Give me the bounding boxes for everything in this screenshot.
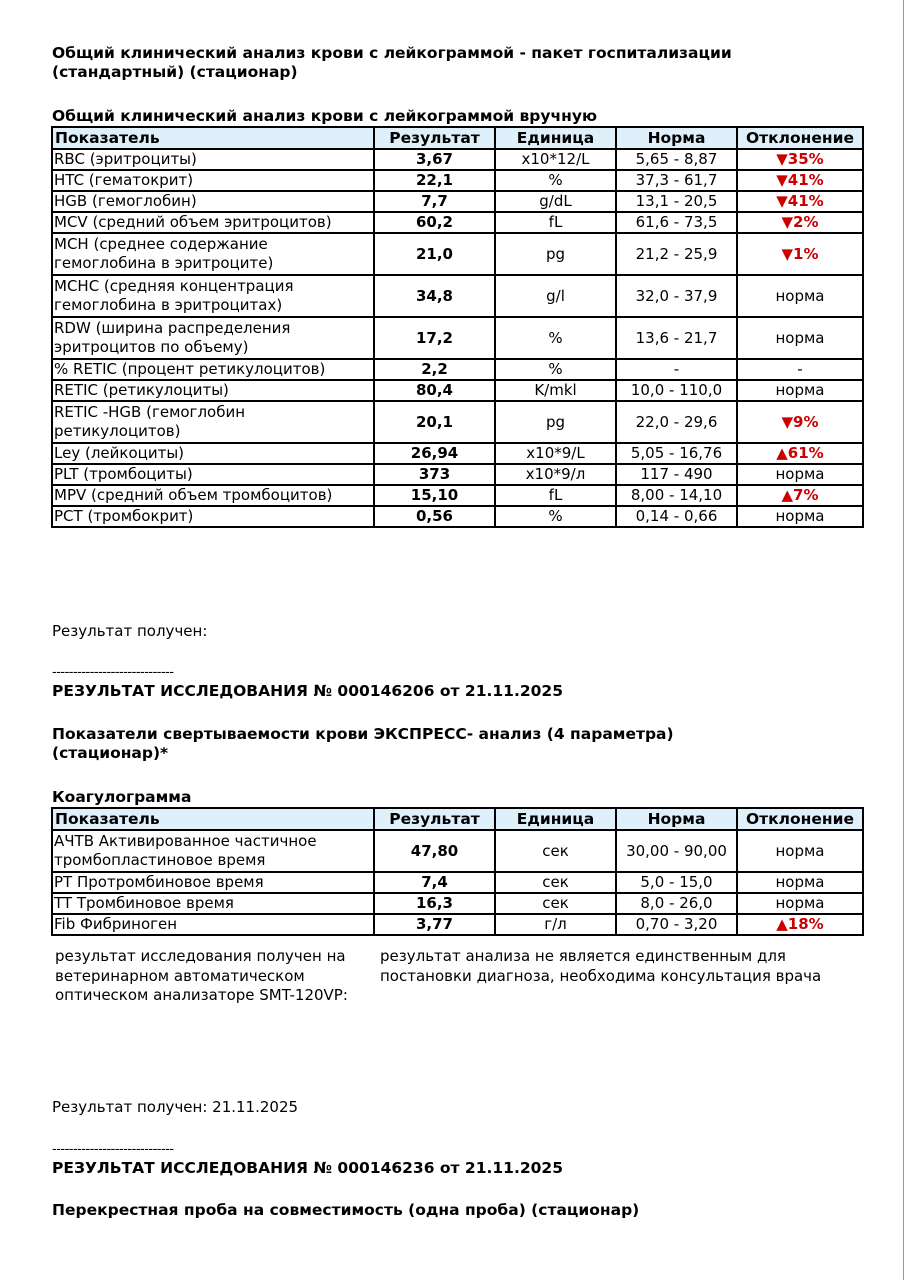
indicator-name: RDW (ширина распределения эритроцитов по объему) — [52, 317, 374, 359]
table-row — [52, 506, 863, 527]
result-value: 26,94 — [374, 443, 495, 464]
norm-range: 5,05 - 16,76 — [616, 443, 737, 464]
study-2-title: Перекрестная проба на совместимость (одна проба) (стационар) — [52, 1201, 640, 1219]
deviation-flag: ▼35% — [737, 149, 863, 170]
result-value: 7,4 — [374, 872, 495, 893]
unit: % — [495, 170, 616, 191]
norm-range: - — [616, 359, 737, 380]
indicator-name: PLT (тромбоциты) — [52, 464, 374, 485]
indicator-name: RBC (эритроциты) — [52, 149, 374, 170]
deviation-flag: ▼2% — [737, 212, 863, 233]
unit: x10*9/L — [495, 443, 616, 464]
result-value: 21,0 — [374, 233, 495, 275]
col-header-norm: Норма — [616, 808, 737, 830]
norm-range: 32,0 - 37,9 — [616, 275, 737, 317]
table-row — [52, 830, 863, 872]
unit: pg — [495, 401, 616, 443]
norm-range: 61,6 - 73,5 — [616, 212, 737, 233]
result-value: 3,67 — [374, 149, 495, 170]
coag-title: Коагулограмма — [52, 788, 192, 806]
deviation-status: норма — [737, 830, 863, 872]
result-value: 3,77 — [374, 914, 495, 935]
unit: pg — [495, 233, 616, 275]
indicator-name: RETIC (ретикулоциты) — [52, 380, 374, 401]
deviation-flag: ▼41% — [737, 170, 863, 191]
table-row — [52, 170, 863, 191]
unit: % — [495, 506, 616, 527]
cbc-table-body — [52, 149, 863, 527]
result-value: 16,3 — [374, 893, 495, 914]
norm-range: 22,0 - 29,6 — [616, 401, 737, 443]
coag-table-body — [52, 830, 863, 935]
norm-range: 8,0 - 26,0 — [616, 893, 737, 914]
indicator-name: PT Протромбиновое время — [52, 872, 374, 893]
separator-1: ----------------------------- — [52, 665, 174, 680]
table-row — [52, 275, 863, 317]
result-value: 22,1 — [374, 170, 495, 191]
deviation-status: норма — [737, 380, 863, 401]
indicator-name: Ley (лейкоциты) — [52, 443, 374, 464]
table-row — [52, 149, 863, 170]
table-row — [52, 443, 863, 464]
norm-range: 5,0 - 15,0 — [616, 872, 737, 893]
indicator-name: MPV (средний объем тромбоцитов) — [52, 485, 374, 506]
norm-range: 13,6 - 21,7 — [616, 317, 737, 359]
table-row — [52, 914, 863, 935]
deviation-flag: ▼1% — [737, 233, 863, 275]
result-value: 17,2 — [374, 317, 495, 359]
deviation-status: - — [737, 359, 863, 380]
page-edge — [903, 0, 904, 1280]
col-header-unit: Единица — [495, 127, 616, 149]
result-value: 0,56 — [374, 506, 495, 527]
unit: g/dL — [495, 191, 616, 212]
study-1-title — [52, 725, 674, 763]
table-header-row — [52, 808, 863, 830]
study-1-title-line2: (стационар)* — [52, 744, 169, 762]
result-received-2: Результат получен: 21.11.2025 — [52, 1098, 299, 1116]
indicator-name: HGB (гемоглобин) — [52, 191, 374, 212]
cbc-title: Общий клинический анализ крови с лейкограммой вручную — [52, 107, 598, 125]
table-row — [52, 380, 863, 401]
norm-range: 0,70 - 3,20 — [616, 914, 737, 935]
result-received-1: Результат получен: — [52, 622, 208, 640]
result-value: 47,80 — [374, 830, 495, 872]
result-value: 80,4 — [374, 380, 495, 401]
norm-range: 117 - 490 — [616, 464, 737, 485]
table-header-row — [52, 127, 863, 149]
coag-table — [51, 807, 864, 936]
col-header-indicator: Показатель — [52, 127, 374, 149]
unit: сек — [495, 830, 616, 872]
unit: % — [495, 317, 616, 359]
deviation-flag: ▲7% — [737, 485, 863, 506]
deviation-status: норма — [737, 275, 863, 317]
deviation-flag: ▼41% — [737, 191, 863, 212]
indicator-name: PCT (тромбокрит) — [52, 506, 374, 527]
cbc-table — [51, 126, 864, 528]
col-header-result: Результат — [374, 808, 495, 830]
deviation-flag: ▲61% — [737, 443, 863, 464]
unit: г/л — [495, 914, 616, 935]
col-header-deviation: Отклонение — [737, 127, 863, 149]
result-value: 2,2 — [374, 359, 495, 380]
deviation-flag: ▼9% — [737, 401, 863, 443]
deviation-status: норма — [737, 893, 863, 914]
unit: x10*9/л — [495, 464, 616, 485]
package-title-line2: (стандартный) (стационар) — [52, 63, 298, 81]
deviation-flag: ▲18% — [737, 914, 863, 935]
norm-range: 0,14 - 0,66 — [616, 506, 737, 527]
col-header-norm: Норма — [616, 127, 737, 149]
indicator-name: MCV (средний объем эритроцитов) — [52, 212, 374, 233]
norm-range: 13,1 - 20,5 — [616, 191, 737, 212]
deviation-status: норма — [737, 464, 863, 485]
table-row — [52, 485, 863, 506]
table-row — [52, 401, 863, 443]
result-value: 15,10 — [374, 485, 495, 506]
disclaimer-note: результат анализа не является единственным для постановки диагноза, необходима консультация врача — [380, 947, 822, 985]
unit: g/l — [495, 275, 616, 317]
deviation-status: норма — [737, 317, 863, 359]
unit: fL — [495, 212, 616, 233]
study-1-title-line1: Показатели свертываемости крови ЭКСПРЕСС- анализ (4 параметра) — [52, 725, 674, 743]
col-header-deviation: Отклонение — [737, 808, 863, 830]
analyzer-note: результат исследования получен на ветеринарном автоматическом оптическом анализаторе SMT-120VP: — [55, 947, 348, 1004]
result-value: 60,2 — [374, 212, 495, 233]
table-row — [52, 191, 863, 212]
unit: сек — [495, 872, 616, 893]
norm-range: 30,00 - 90,00 — [616, 830, 737, 872]
study-2-heading: РЕЗУЛЬТАТ ИССЛЕДОВАНИЯ № 000146236 от 21.11.2025 — [52, 1159, 563, 1177]
package-title-line1: Общий клинический анализ крови с лейкограммой - пакет госпитализации — [52, 44, 732, 62]
result-value: 20,1 — [374, 401, 495, 443]
table-row — [52, 464, 863, 485]
table-row — [52, 317, 863, 359]
unit: сек — [495, 893, 616, 914]
norm-range: 21,2 - 25,9 — [616, 233, 737, 275]
norm-range: 5,65 - 8,87 — [616, 149, 737, 170]
result-value: 373 — [374, 464, 495, 485]
unit: % — [495, 359, 616, 380]
norm-range: 10,0 - 110,0 — [616, 380, 737, 401]
norm-range: 8,00 - 14,10 — [616, 485, 737, 506]
result-value: 34,8 — [374, 275, 495, 317]
col-header-result: Результат — [374, 127, 495, 149]
study-1-heading: РЕЗУЛЬТАТ ИССЛЕДОВАНИЯ № 000146206 от 21.11.2025 — [52, 682, 563, 700]
table-row — [52, 872, 863, 893]
unit: fL — [495, 485, 616, 506]
indicator-name: АЧТВ Активированное частичное тромбопластиновое время — [52, 830, 374, 872]
result-value: 7,7 — [374, 191, 495, 212]
indicator-name: HTC (гематокрит) — [52, 170, 374, 191]
indicator-name: TT Тромбиновое время — [52, 893, 374, 914]
indicator-name: % RETIC (процент ретикулоцитов) — [52, 359, 374, 380]
unit: x10*12/L — [495, 149, 616, 170]
indicator-name: RETIC -HGB (гемоглобин ретикулоцитов) — [52, 401, 374, 443]
norm-range: 37,3 - 61,7 — [616, 170, 737, 191]
package-title — [52, 44, 732, 82]
separator-2: ----------------------------- — [52, 1142, 174, 1157]
indicator-name: MCHC (средняя концентрация гемоглобина в эритроцитах) — [52, 275, 374, 317]
deviation-status: норма — [737, 506, 863, 527]
deviation-status: норма — [737, 872, 863, 893]
table-row — [52, 893, 863, 914]
table-row — [52, 233, 863, 275]
indicator-name: Fib Фибриноген — [52, 914, 374, 935]
table-row — [52, 212, 863, 233]
indicator-name: MCH (среднее содержание гемоглобина в эритроците) — [52, 233, 374, 275]
unit: K/mkl — [495, 380, 616, 401]
col-header-indicator: Показатель — [52, 808, 374, 830]
col-header-unit: Единица — [495, 808, 616, 830]
table-row — [52, 359, 863, 380]
